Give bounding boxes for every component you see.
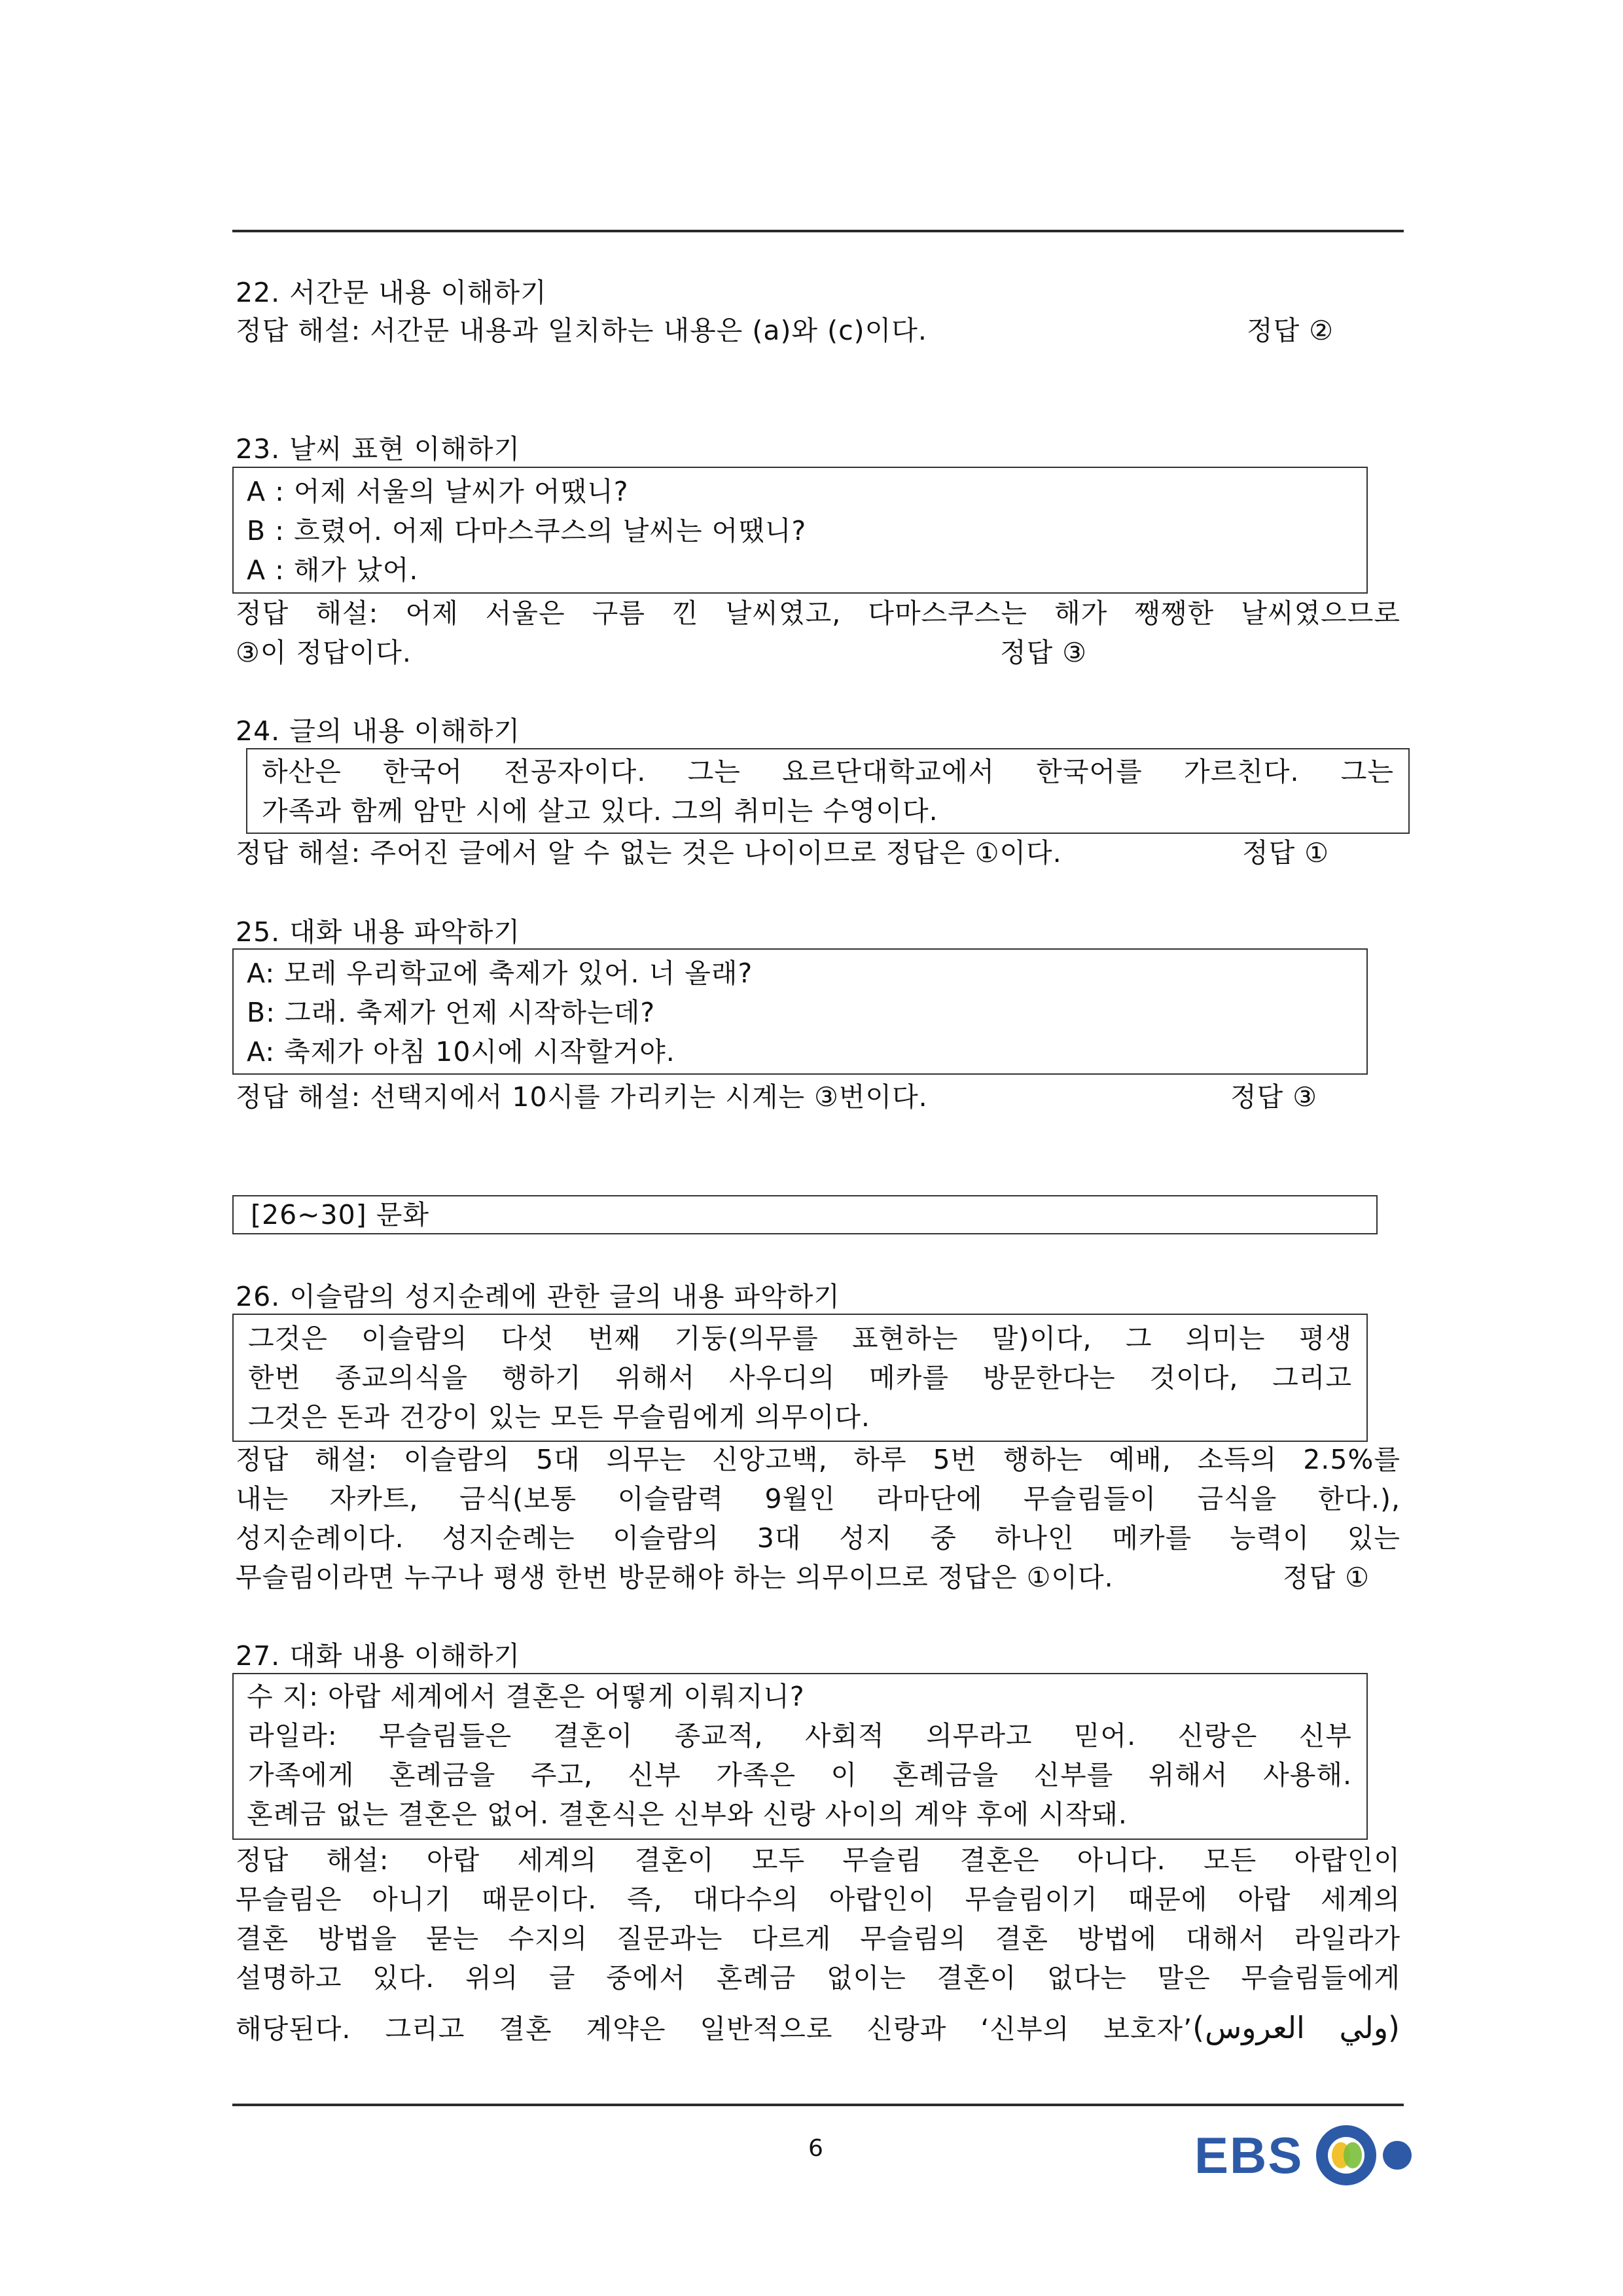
q22-heading: 22. 서간문 내용 이해하기 xyxy=(236,277,547,308)
q26-box-line-1: 그것은 이슬람의 다섯 번째 기둥(의무를 표현하는 말)이다, 그 의미는 평생 xyxy=(248,1323,1352,1354)
q23-explanation-line-2: ③이 정답이다. xyxy=(236,637,412,668)
ebs-logo xyxy=(1194,2119,1430,2191)
q25-explanation: 정답 해설: 선택지에서 10시를 가리키는 시계는 ③번이다. xyxy=(236,1081,928,1113)
q23-label: 정답 해설: xyxy=(236,598,379,629)
q22-explanation xyxy=(236,311,927,350)
q26-label: 정답 해설: xyxy=(236,1444,378,1475)
q25-answer: 정답 ③ xyxy=(1230,1081,1318,1113)
q27-box-line-2: 라일라: 무슬림들은 결혼이 종교적, 사회적 의무라고 믿어. 신랑은 신부 xyxy=(248,1720,1352,1751)
q25-dialogue-box xyxy=(232,948,1368,1075)
q27-heading: 27. 대화 내용 이해하기 xyxy=(236,1640,521,1672)
ebs-logo-text: EBS xyxy=(1194,2126,1304,2184)
q22-answer: 정답 ② xyxy=(1247,315,1334,346)
q27-box-line-3: 가족에게 혼례금을 주고, 신부 가족은 이 혼례금을 신부를 위해서 사용해. xyxy=(248,1759,1352,1791)
footer-rule xyxy=(232,2104,1404,2106)
q26-box-line-2: 한번 종교의식을 행하기 위해서 사우디의 메카를 방문한다는 것이다, 그리고 xyxy=(248,1362,1352,1393)
q27-arabic-term: (ولي العروس) xyxy=(1192,2010,1400,2045)
header-rule xyxy=(232,230,1404,232)
q23-heading: 23. 날씨 표현 이해하기 xyxy=(236,433,521,465)
q23-box-line-1: A : 어제 서울의 날씨가 어땠니? xyxy=(247,476,629,507)
q27-explanation-line-3: 결혼 방법을 묻는 수지의 질문과는 다르게 무슬림의 결혼 방법에 대해서 라일라가 xyxy=(236,1923,1400,1954)
q26-answer: 정답 ① xyxy=(1283,1562,1370,1593)
q26-explanation-line-2: 내는 자카트, 금식(보통 이슬람력 9월인 라마단에 무슬림들이 금식을 한다.), xyxy=(236,1483,1400,1515)
section-header-box xyxy=(232,1195,1378,1234)
q27-explanation-line-1: 정답 해설: 아랍 세계의 결혼이 모두 무슬림 결혼은 아니다. 모든 아랍인이 xyxy=(236,1844,1400,1876)
section-title: [26~30] 문화 xyxy=(251,1199,429,1230)
q25-box-line-3: A: 축제가 아침 10시에 시작할거야. xyxy=(247,1036,675,1067)
q26-box-line-3: 그것은 돈과 건강이 있는 모든 무슬림에게 의무이다. xyxy=(248,1401,870,1433)
page-number: 6 xyxy=(808,2135,823,2162)
q22-text: 서간문 내용과 일치하는 내용은 (a)와 (c)이다. xyxy=(361,315,927,346)
q24-answer: 정답 ① xyxy=(1242,837,1330,869)
q25-heading: 25. 대화 내용 파악하기 xyxy=(236,916,521,948)
q23-explanation-line-1: 정답 해설: 어제 서울은 구름 낀 날씨였고, 다마스쿠스는 해가 쨍쨍한 날씨였으므로 xyxy=(236,598,1400,629)
q25-label: 정답 해설: xyxy=(236,1081,361,1113)
q24-heading: 24. 글의 내용 이해하기 xyxy=(236,715,521,747)
q24-box-line-1: 하산은 한국어 전공자이다. 그는 요르단대학교에서 한국어를 가르친다. 그는 xyxy=(262,756,1394,787)
q26-explanation-line-1: 정답 해설: 이슬람의 5대 의무는 신앙고백, 하루 5번 행하는 예배, 소득의 2.5%를 xyxy=(236,1444,1400,1475)
q25-box-line-2: B: 그래. 축제가 언제 시작하는데? xyxy=(247,997,656,1028)
q27-explanation-line-4: 설명하고 있다. 위의 글 중에서 혼례금 없이는 결혼이 없다는 말은 무슬림들에게 xyxy=(236,1962,1400,1994)
q27-explanation-line-5: 해당된다. 그리고 결혼 계약은 일반적으로 신랑과 ‘신부의 보호자’(ولي العروس) xyxy=(236,2010,1400,2045)
q23-box-line-2: B : 흐렸어. 어제 다마스쿠스의 날씨는 어땠니? xyxy=(247,515,807,547)
q23-answer: 정답 ③ xyxy=(1000,637,1088,668)
q22-label: 정답 해설: xyxy=(236,315,361,346)
q27-explanation-line-2: 무슬림은 아니기 때문이다. 즉, 대다수의 아랍인이 무슬림이기 때문에 아랍 세계의 xyxy=(236,1884,1400,1915)
q26-heading: 26. 이슬람의 성지순례에 관한 글의 내용 파악하기 xyxy=(236,1281,840,1312)
q24-explanation: 정답 해설: 주어진 글에서 알 수 없는 것은 나이이므로 정답은 ①이다. xyxy=(236,837,1062,869)
q26-explanation-line-3: 성지순례이다. 성지순례는 이슬람의 3대 성지 중 하나인 메카를 능력이 있는 xyxy=(236,1522,1400,1554)
q24-passage-box xyxy=(246,748,1410,834)
ebs-logo-mark-icon xyxy=(1312,2119,1430,2191)
q25-box-line-1: A: 모레 우리학교에 축제가 있어. 너 올래? xyxy=(247,958,753,989)
q24-label: 정답 해설: xyxy=(236,837,361,869)
q27-label: 정답 해설: xyxy=(236,1844,389,1876)
q23-dialogue-box xyxy=(232,467,1368,594)
q27-dialogue-box xyxy=(232,1673,1368,1840)
q24-box-line-2: 가족과 함께 암만 시에 살고 있다. 그의 취미는 수영이다. xyxy=(262,795,938,827)
q23-box-line-3: A : 해가 났어. xyxy=(247,554,419,586)
q27-box-line-4: 혼례금 없는 결혼은 없어. 결혼식은 신부와 신랑 사이의 계약 후에 시작돼. xyxy=(247,1799,1128,1830)
q27-box-line-1: 수 지: 아랍 세계에서 결혼은 어떻게 이뤄지니? xyxy=(247,1681,805,1712)
q26-passage-box xyxy=(232,1314,1368,1442)
q26-explanation-line-4: 무슬림이라면 누구나 평생 한번 방문해야 하는 의무이므로 정답은 ①이다. xyxy=(236,1562,1114,1593)
